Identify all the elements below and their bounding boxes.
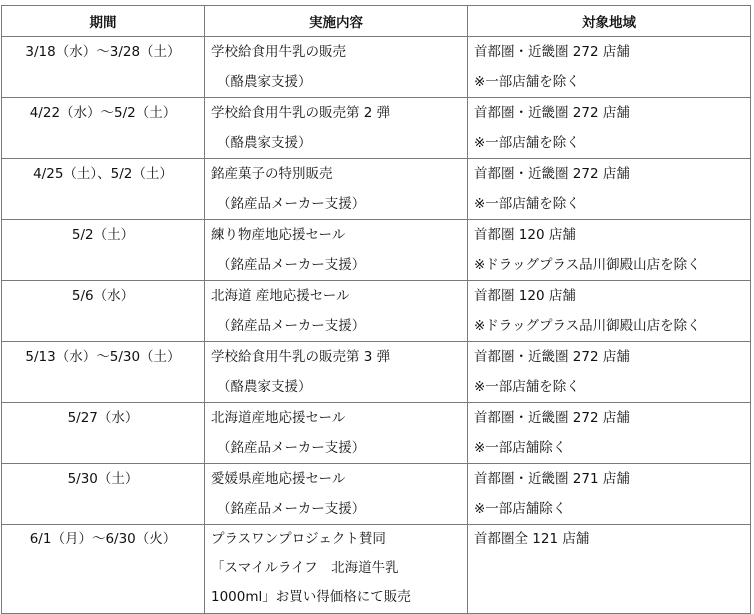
table-row bbox=[2, 403, 751, 464]
table-header-row bbox=[2, 6, 751, 37]
region-note: ※一部店舗除く bbox=[474, 440, 567, 456]
period-text: 5/2（土） bbox=[71, 227, 135, 243]
region-note: ※ドラッグプラス品川御殿山店を除く bbox=[474, 257, 701, 273]
content-cell bbox=[205, 342, 468, 403]
content-cell bbox=[205, 98, 468, 159]
region-stores: 首都圏・近畿圏 272 店舗 bbox=[474, 166, 630, 182]
table-row bbox=[2, 525, 751, 614]
period-text: 3/18（水）～3/28（土） bbox=[25, 44, 181, 60]
table-row bbox=[2, 98, 751, 159]
region-note: ※一部店舗を除く bbox=[474, 135, 580, 151]
region-stores: 首都圏・近畿圏 272 店舗 bbox=[474, 349, 630, 365]
content-title: 学校給食用牛乳の販売 bbox=[211, 44, 346, 60]
period-text: 4/22（水）～5/2（土） bbox=[29, 105, 177, 121]
table-row bbox=[2, 37, 751, 98]
content-note: （銘産品メーカー支援） bbox=[217, 196, 366, 212]
region-stores: 首都圏 120 店舗 bbox=[474, 227, 576, 243]
table-row bbox=[2, 220, 751, 281]
period-cell bbox=[2, 525, 205, 614]
period-cell bbox=[2, 403, 205, 464]
content-note: （銘産品メーカー支援） bbox=[217, 501, 366, 517]
content-cell bbox=[205, 281, 468, 342]
region-note: ※一部店舗除く bbox=[474, 501, 567, 517]
content-title: 愛媛県産地応援セール bbox=[211, 471, 346, 487]
region-stores: 首都圏・近畿圏 272 店舗 bbox=[474, 410, 630, 426]
content-cell bbox=[205, 464, 468, 525]
region-cell bbox=[468, 37, 751, 98]
content-title: 練り物産地応援セール bbox=[211, 227, 346, 243]
region-cell bbox=[468, 464, 751, 525]
period-cell bbox=[2, 342, 205, 403]
content-cell bbox=[205, 403, 468, 464]
header-period: 期間 bbox=[2, 6, 205, 37]
content-line-3: 1000ml」お買い得価格にて販売 bbox=[211, 589, 411, 605]
region-cell bbox=[468, 98, 751, 159]
content-note: （酪農家支援） bbox=[217, 135, 312, 151]
region-cell bbox=[468, 281, 751, 342]
content-cell bbox=[205, 159, 468, 220]
region-cell bbox=[468, 342, 751, 403]
region-note: ※一部店舗を除く bbox=[474, 379, 580, 395]
region-note: ※一部店舗を除く bbox=[474, 74, 580, 90]
content-title: 北海道産地応援セール bbox=[211, 410, 346, 426]
period-cell bbox=[2, 464, 205, 525]
content-line-2: 「スマイルライフ 北海道牛乳 bbox=[211, 560, 399, 576]
content-title: 銘産菓子の特別販売 bbox=[211, 166, 333, 182]
region-stores: 首都圏・近畿圏 272 店舗 bbox=[474, 44, 630, 60]
region-note: ※ドラッグプラス品川御殿山店を除く bbox=[474, 318, 701, 334]
content-title: 学校給食用牛乳の販売第 2 弾 bbox=[211, 105, 391, 121]
period-text: 5/27（水） bbox=[67, 410, 139, 426]
content-cell bbox=[205, 37, 468, 98]
region-stores: 首都圏 120 店舗 bbox=[474, 288, 576, 304]
period-text: 5/6（水） bbox=[71, 288, 135, 304]
region-note: ※一部店舗を除く bbox=[474, 196, 580, 212]
content-cell bbox=[205, 220, 468, 281]
table-row bbox=[2, 159, 751, 220]
content-note: （銘産品メーカー支援） bbox=[217, 318, 366, 334]
period-text: 5/30（土） bbox=[67, 471, 139, 487]
period-cell bbox=[2, 220, 205, 281]
region-stores: 首都圏全 121 店舗 bbox=[474, 531, 590, 547]
content-cell bbox=[205, 525, 468, 614]
content-title: 北海道 産地応援セール bbox=[211, 288, 350, 304]
region-stores: 首都圏・近畿圏 272 店舗 bbox=[474, 105, 630, 121]
content-note: （銘産品メーカー支援） bbox=[217, 257, 366, 273]
table-row bbox=[2, 342, 751, 403]
period-cell bbox=[2, 37, 205, 98]
period-text: 5/13（水）～5/30（土） bbox=[25, 349, 181, 365]
region-cell bbox=[468, 525, 751, 614]
region-cell bbox=[468, 159, 751, 220]
content-title: プラスワンプロジェクト賛同 bbox=[211, 531, 386, 547]
period-text: 6/1（月）～6/30（火） bbox=[29, 531, 177, 547]
schedule-table bbox=[1, 5, 751, 614]
header-content: 実施内容 bbox=[205, 6, 468, 37]
content-note: （酪農家支援） bbox=[217, 74, 312, 90]
period-cell bbox=[2, 98, 205, 159]
header-region: 対象地域 bbox=[468, 6, 751, 37]
content-note: （酪農家支援） bbox=[217, 379, 312, 395]
content-note: （銘産品メーカー支援） bbox=[217, 440, 366, 456]
region-cell bbox=[468, 403, 751, 464]
table-row bbox=[2, 281, 751, 342]
period-cell bbox=[2, 159, 205, 220]
content-title: 学校給食用牛乳の販売第 3 弾 bbox=[211, 349, 391, 365]
period-cell bbox=[2, 281, 205, 342]
table-row bbox=[2, 464, 751, 525]
region-cell bbox=[468, 220, 751, 281]
period-text: 4/25（土）、5/2（土） bbox=[33, 166, 173, 182]
region-stores: 首都圏・近畿圏 271 店舗 bbox=[474, 471, 630, 487]
